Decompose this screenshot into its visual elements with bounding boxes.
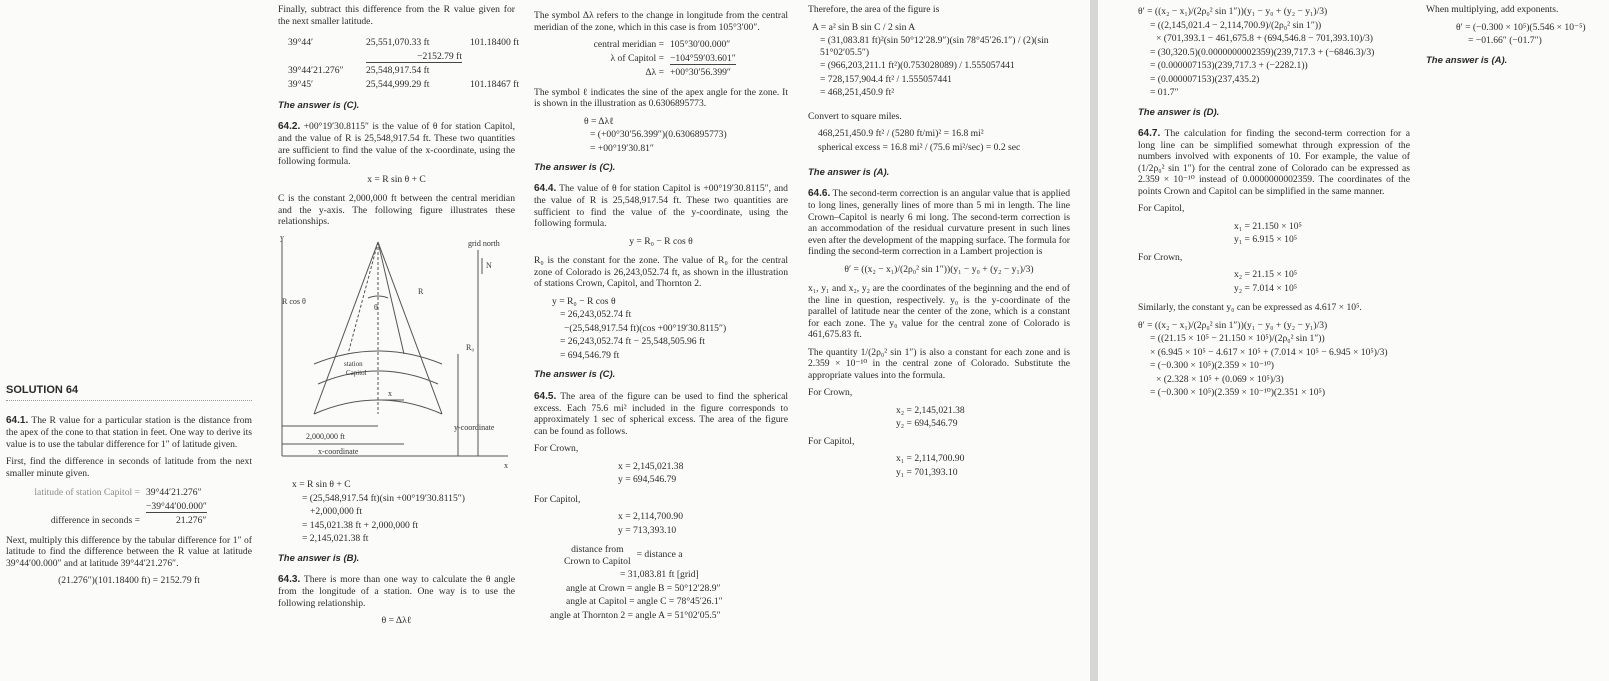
equation: x = R sin θ + C: [292, 479, 351, 491]
distance-row: [564, 544, 788, 567]
label-x-axis: x: [504, 460, 508, 470]
problem-number: 64.3.: [278, 574, 301, 586]
equation: θ′ = ((x₂ − x₁)/(2ρ₀² sin 1″))(y₁ − y₀ + (y₂ − y₁)/3): [1138, 319, 1328, 331]
equation: θ′ = ((x₂ − x₁)/(2ρ₀² sin 1″))(y₁ − y₀ + (y₂ − y₁)/3): [844, 263, 1034, 275]
value: −104°59′03.601″: [670, 52, 736, 64]
equation: y = 694,546.79: [618, 474, 677, 486]
equation: x₂ = 2,145,021.38: [896, 404, 965, 416]
paragraph: Similarly, the constant y₀ can be expressed as 4.617 × 10⁵.: [1138, 302, 1362, 314]
equation: = 728,157,904.4 ft² / 1.555057441: [820, 73, 952, 85]
problem-number: 64.7.: [1138, 127, 1161, 139]
paragraph: The second-term correction is an angular value that is applied to long lines, generally lines of more than 5 mi in length. The line Crown–Capitol is nearly 6 mi long. The second-term correction is an accommodation of the residual curvature present in such lines even after the development of the mapping surface. The formula for finding the second-term correction in a Lambert projection is: [808, 188, 1070, 258]
cell: −2152.79 ft: [366, 51, 462, 64]
solution-heading: SOLUTION 64: [6, 384, 252, 401]
equation: = 01.7″: [1150, 87, 1179, 98]
latitude-calc: [30, 487, 252, 527]
answer: The answer is (A).: [808, 167, 890, 178]
equation: x₁ = 21.150 × 10⁵: [1234, 220, 1302, 232]
equation: x = R sin θ + C: [367, 173, 426, 185]
equation: = 468,251,450.9 ft²: [820, 87, 895, 98]
equation: = 145,021.38 ft + 2,000,000 ft: [302, 519, 419, 531]
value: −39°44′00.000″: [146, 500, 207, 512]
equation: = (0.000007153)(237,435.2): [1150, 73, 1260, 85]
value: +00°30′56.399″: [670, 67, 731, 78]
value: 21.276″: [176, 515, 207, 527]
cone-figure: [278, 234, 515, 474]
equation: angle at Crown = angle B = 50°12′28.9″: [566, 582, 721, 594]
cell: 39°44′21.276″: [288, 65, 344, 76]
answer: The answer is (C).: [534, 162, 616, 173]
problem-64-5: [534, 391, 788, 438]
equation: θ′ = ((x₂ − x₁)/(2ρ₀² sin 1″))(y₁ − y₀ + (y₂ − y₁)/3): [1138, 6, 1328, 17]
radius-line: [378, 242, 404, 354]
paragraph: C is the constant 2,000,000 ft between the central meridian and the y-axis. The following figure illustrates these relationships.: [278, 193, 515, 228]
r-value-table: [288, 37, 520, 90]
equation: = 26,243,052.74 ft − 25,548,505.96 ft: [560, 336, 705, 348]
equation: x₂ = 21.15 × 10⁵: [1234, 269, 1298, 281]
label-2000000: 2,000,000 ft: [306, 431, 345, 441]
label-theta: θ: [374, 302, 378, 312]
paragraph: R₀ is the constant for the zone. The value of R₀ for the central zone of Colorado is 26,243,052.74 ft, as shown in the illustration of stations Crown, Capitol, and Thornton 2.: [534, 255, 788, 290]
label-y: y: [280, 233, 284, 242]
equation: −(25,548,917.54 ft)(cos +00°19′30.8115″): [564, 322, 727, 334]
paragraph: The area of the figure can be used to find the spherical excess. Each 75.6 mi² included in the figure corresponds to approximately 1 sec of spherical excess. The area of the figure can be found as follows.: [534, 390, 788, 437]
paragraph: When multiplying, add exponents.: [1426, 4, 1559, 15]
label: difference in seconds =: [50, 515, 140, 527]
problem-64-3: [278, 574, 515, 609]
equation: x = 2,114,700.90: [618, 511, 684, 523]
equation: = ((21.15 × 10⁵ − 21.150 × 10⁵)/(2ρ₀² sin 1″)): [1150, 333, 1325, 345]
equation: (21.276″)(101.18400 ft) = 2152.79 ft: [58, 575, 200, 587]
problem-number: 64.5.: [534, 390, 557, 402]
label: For Crown,: [534, 443, 579, 455]
label: Crown to Capitol: [564, 555, 631, 567]
longitude-calc: [554, 39, 788, 79]
label-capitol: Capitol: [346, 368, 367, 377]
paragraph: The symbol ℓ indicates the sine of the apex angle for the zone. It is shown in the illustration as 0.6306895773.: [534, 86, 788, 109]
paragraph: The R value for a particular station is the distance from the apex of the cone to that station in feet. One way to derive its value is to use the tabular difference for 1″ of latitude given.: [6, 415, 252, 450]
page-gutter: [1090, 0, 1098, 681]
column-1: [6, 4, 252, 595]
problem-number: 64.2.: [278, 121, 301, 133]
paragraph: Finally, subtract this difference from the R value given for the next smaller latitude.: [278, 4, 515, 27]
equation: +2,000,000 ft: [310, 506, 363, 518]
equation: y = R₀ − R cos θ: [629, 235, 693, 247]
problem-64-1: [6, 415, 252, 450]
cell: 39°45′: [288, 78, 314, 90]
equation: × (2.328 × 10⁵ + (0.069 × 10⁵)/3): [1156, 373, 1284, 385]
equation: = (+00°30′56.399″)(0.6306895773): [590, 129, 727, 140]
equation: y₁ = 701,393.10: [896, 466, 958, 478]
label-r0: R₀: [466, 342, 475, 352]
label-grid-north: grid north: [468, 238, 500, 248]
cell: 101.18400 ft: [470, 37, 520, 48]
paragraph: Next, multiply this difference by the tabular difference for 1″ of latitude to find the difference between the R value at latitude 39°44′00.000″ and at latitude 39°44′21.276″.: [6, 534, 252, 569]
column-3: [534, 10, 788, 623]
cone-edge-left: [314, 242, 378, 414]
label: For Capitol,: [1138, 203, 1185, 215]
problem-64-6: [808, 188, 1070, 258]
equation: angle at Thornton 2 = angle A = 51°02′05.5″: [550, 609, 721, 621]
answer: The answer is (C).: [278, 100, 360, 111]
equation: = (−0.300 × 10⁵)(2.359 × 10⁻¹⁰): [1150, 360, 1274, 372]
cell: 25,551,070.33 ft: [366, 37, 430, 48]
equation: × (6.945 × 10⁵ − 4.617 × 10⁵ + (7.014 × 10⁵ − 6.945 × 10⁵)/3): [1150, 346, 1388, 358]
label: latitude of station Capitol =: [34, 487, 140, 499]
cell: 39°44′: [288, 37, 314, 48]
equation: = (0.000007153)(239,717.3 + (−2282.1)): [1150, 60, 1308, 71]
label: For Capitol,: [808, 435, 855, 447]
label: distance from: [571, 544, 624, 556]
equation: = 2,145,021.38 ft: [302, 533, 369, 545]
answer: The answer is (C).: [534, 369, 616, 381]
problem-64-2: [278, 121, 515, 168]
equation: angle at Capitol = angle C = 78°45′26.1″: [566, 596, 723, 608]
paragraph: The quantity 1/(2ρ₀² sin 1″) is also a constant for each zone and is 2.359 × 10⁻¹⁰ in the central zone of Colorado. Substitute the appropriate values into the formula.: [808, 346, 1070, 381]
problem-64-7: [1138, 128, 1410, 198]
equation: = (966,203,211.1 ft²)(0.753028089) / 1.555057441: [820, 60, 1015, 71]
paragraph: First, find the difference in seconds of latitude from the next smaller minute given.: [6, 456, 252, 479]
problem-number: 64.4.: [534, 183, 557, 195]
column-4: [808, 4, 1070, 480]
cell: 25,544,999.29 ft: [366, 78, 430, 90]
equation: × (701,393.1 − 461,675.8 + (694,546.8 − 701,393.10)/3): [1156, 33, 1373, 44]
paragraph: The value of θ for station Capitol is +00°19′30.8115″, and the value of R is 25,548,917.54 ft. These two quantities are sufficient to find the value of the y-coordinate, using the following formula.: [534, 183, 788, 230]
paragraph: Convert to square miles.: [808, 110, 902, 122]
paragraph: Therefore, the area of the figure is: [808, 4, 940, 15]
value: = distance a: [636, 549, 683, 561]
equation: = 26,243,052.74 ft: [560, 309, 632, 321]
label: λ of Capitol =: [610, 52, 664, 64]
label: Δλ =: [645, 67, 664, 78]
equation: spherical excess = 16.8 mi² / (75.6 mi²/sec) = 0.2 sec: [818, 141, 1021, 153]
label: For Capitol,: [534, 493, 581, 505]
equation: = 31,083.81 ft [grid]: [620, 569, 699, 581]
equation: = −01.66″ (−01.7″): [1468, 35, 1542, 46]
equation: y₂ = 694,546.79: [896, 418, 958, 430]
label-y-coordinate: y-coordinate: [454, 422, 495, 432]
equation: = ((2,145,021.4 − 2,114,700.9)/(2ρ₀² sin 1″)): [1150, 19, 1322, 31]
equation: y = R₀ − R cos θ: [552, 295, 616, 307]
problem-number: 64.1.: [6, 415, 29, 427]
equation: = 694,546.79 ft: [560, 349, 620, 361]
equation: = (25,548,917.54 ft)(sin +00°19′30.8115″): [302, 492, 465, 504]
answer: The answer is (B).: [278, 552, 360, 564]
label: central meridian =: [593, 39, 664, 50]
column-2: [278, 4, 520, 635]
label-station: station: [344, 359, 363, 368]
label-r: R: [418, 286, 424, 296]
label-x: x: [388, 388, 392, 398]
label-x-coordinate: x-coordinate: [318, 446, 359, 456]
paragraph: x₁, y₁ and x₂, y₂ are the coordinates of the beginning and the end of the line in question, respectively. y₀ is the y-coordinate of the parallel of latitude near the center of the zone, which is a constant for each zone. The y₀ value for the central zone of Colorado is 461,675.83 ft.: [808, 283, 1070, 341]
problem-64-4: [534, 183, 788, 230]
column-5: [1138, 4, 1410, 401]
equation: = (31,083.81 ft)²(sin 50°12′28.9″)(sin 78°45′26.1″) / (2)(sin 51°02′05.5″): [820, 35, 1049, 58]
equation: x₁ = 2,114,700.90: [896, 453, 965, 465]
equation: A = a² sin B sin C / 2 sin A: [812, 21, 916, 33]
equation: θ = Δλℓ: [584, 115, 614, 127]
problem-number: 64.6.: [808, 188, 831, 200]
value: 39°44′21.276″: [146, 487, 202, 499]
label: For Crown,: [808, 387, 853, 399]
paragraph: +00°19′30.8115″ is the value of θ for station Capitol, and the value of R is 25,548,917.54 ft. These two quantities are sufficient to find the value of the x-coordinate, using the following formula.: [278, 121, 515, 168]
label-n: N: [486, 260, 492, 270]
equation: 468,251,450.9 ft² / (5280 ft/mi)² = 16.8 mi²: [818, 128, 984, 139]
equation: x = 2,145,021.38: [618, 460, 684, 472]
label: For Crown,: [1138, 251, 1183, 263]
column-6: [1426, 4, 1606, 76]
paragraph: The symbol Δλ refers to the change in longitude from the central meridian of the zone, which in this case is from 105°3′00″.: [534, 10, 788, 33]
equation: θ′ = (−0.300 × 10⁵)(5.546 × 10⁻⁵): [1456, 21, 1586, 33]
cell: 101.18467 ft: [470, 78, 520, 90]
paragraph: The calculation for finding the second-term correction for a long line can be simplified somewhat through expression of the numbers involved with exponents of 10. For example, the value of (1/2ρ₀² sin 1″) for the central zone of Colorado can be expressed as 2.359 × 10⁻¹⁰ instead of 0.0000000002359. The coordinates of the points Crown and Capitol can be simplified in the same manner.: [1138, 127, 1410, 197]
answer: The answer is (D).: [1138, 106, 1220, 118]
cell: 25,548,917.54 ft: [366, 65, 430, 76]
equation: y = 713,393.10: [618, 524, 677, 536]
label-r-cos: R cos θ: [282, 296, 306, 306]
dashed-line: [348, 242, 378, 354]
equation: y₂ = 7.014 × 10⁵: [1234, 282, 1298, 294]
value: 105°30′00.000″: [670, 39, 731, 50]
equation: = (−0.300 × 10⁵)(2.359 × 10⁻¹⁰)(2.351 × 10⁵): [1150, 387, 1326, 399]
equation: = (30,320.5)(0.0000000002359)(239,717.3 + (−6846.3)/3): [1150, 46, 1375, 58]
paragraph: There is more than one way to calculate the θ angle from the longitude of a station. One way is to use the following relationship.: [278, 574, 515, 609]
equation: y₁ = 6.915 × 10⁵: [1234, 234, 1298, 246]
equation: θ = Δλℓ: [381, 615, 412, 627]
answer: The answer is (A).: [1426, 54, 1508, 66]
equation: = +00°19′30.81″: [590, 142, 654, 154]
